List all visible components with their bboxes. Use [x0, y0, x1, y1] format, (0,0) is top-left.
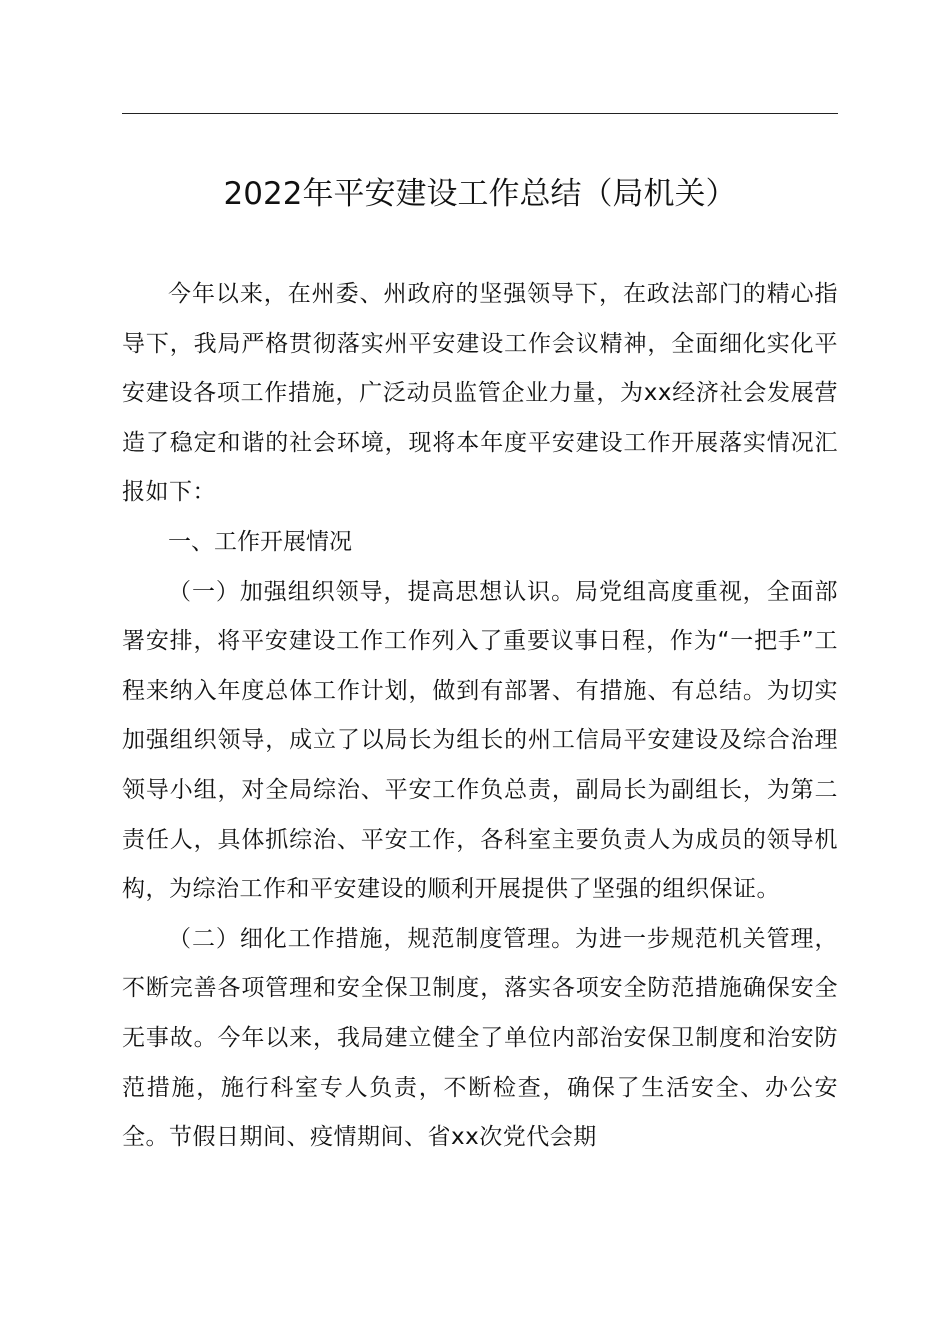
body-paragraph-2: （二）细化工作措施，规范制度管理。为进一步规范机关管理，不断完善各项管理和安全保卫制度，落实各项安全防范措施确保安全无事故。今年以来，我局建立健全了单位内部治安保卫制度和治安防范措施，施行科室专人负责，不断检查，确保了生活安全、办公安全。节假日期间、疫情期间、省xx次党代会期: [122, 925, 838, 1151]
section-heading: 一、工作开展情况: [168, 528, 352, 555]
document-body: [122, 270, 838, 1163]
body-paragraph-1: （一）加强组织领导，提高思想认识。局党组高度重视，全面部署安排，将平安建设工作工作列入了重要议事日程，作为“一把手”工程来纳入年度总体工作计划，做到有部署、有措施、有总结。为切实加强组织领导，成立了以局长为组长的州工信局平安建设及综合治理领导小组，对全局综治、平安工作负总责，副局长为副组长，为第二责任人，具体抓综治、平安工作，各科室主要负责人为成员的领导机构，为综治工作和平安建设的顺利开展提供了坚强的组织保证。: [122, 578, 838, 903]
intro-paragraph: 今年以来，在州委、州政府的坚强领导下，在政法部门的精心指导下，我局严格贯彻落实州平安建设工作会议精神，全面细化实化平安建设各项工作措施，广泛动员监管企业力量，为xx经济社会发展营造了稳定和谐的社会环境，现将本年度平安建设工作开展落实情况汇报如下：: [122, 281, 838, 506]
document-title: 2022年平安建设工作总结（局机关）: [223, 176, 737, 212]
header-rule: [122, 113, 838, 114]
